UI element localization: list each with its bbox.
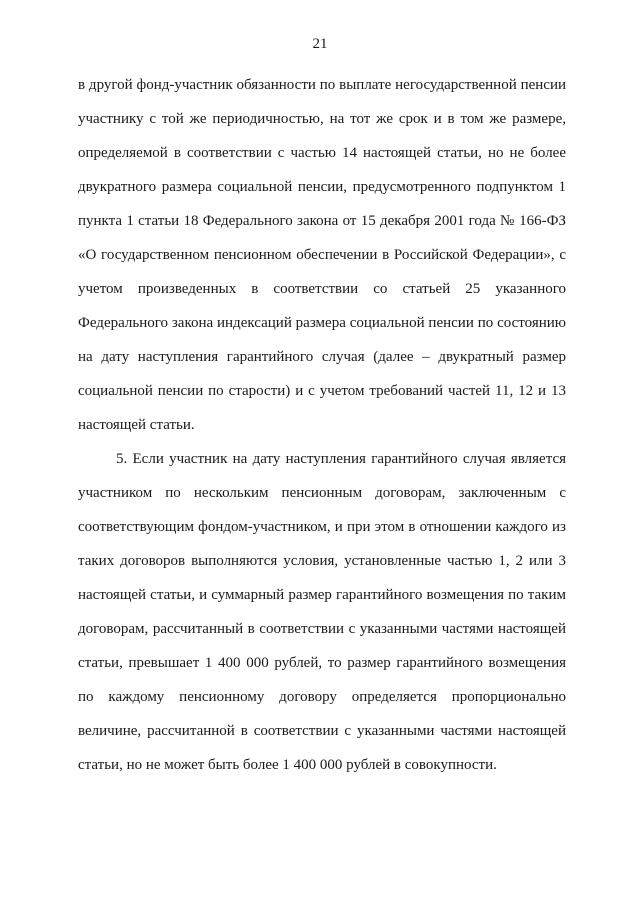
document-body bbox=[78, 68, 566, 782]
paragraph-item-5: 5. Если участник на дату наступления гарантийного случая является участником по нескольким пенсионным договорам, заключенным с соответствующим фондом-участником, и при этом в отношении каждого из таких договоров выполняются условия, установленные частью 1, 2 или 3 настоящей статьи, и суммарный размер гарантийного возмещения по таким договорам, рассчитанный в соответствии с указанными частями настоящей статьи, превышает 1 400 000 рублей, то размер гарантийного возмещения по каждому пенсионному договору определяется пропорционально величине, рассчитанной в соответствии с указанными частями настоящей статьи, но не может быть более 1 400 000 рублей в совокупности. bbox=[78, 451, 566, 773]
paragraph-continuation: в другой фонд-участник обязанности по выплате негосударственной пенсии участнику с той же периодичностью, на тот же срок и в том же размере, определяемой в соответствии с частью 14 настоящей статьи, но не более двукратного размера социальной пенсии, предусмотренного подпунктом 1 пункта 1 статьи 18 Федерального закона от 15 декабря 2001 года № 166-ФЗ «О государственном пенсионном обеспечении в Российской Федерации», с учетом произведенных в соответствии со статьей 25 указанного Федерального закона индексаций размера социальной пенсии по состоянию на дату наступления гарантийного случая (далее – двукратный размер социальной пенсии по старости) и с учетом требований частей 11, 12 и 13 настоящей статьи. bbox=[78, 77, 566, 433]
page-number: 21 bbox=[312, 36, 328, 52]
